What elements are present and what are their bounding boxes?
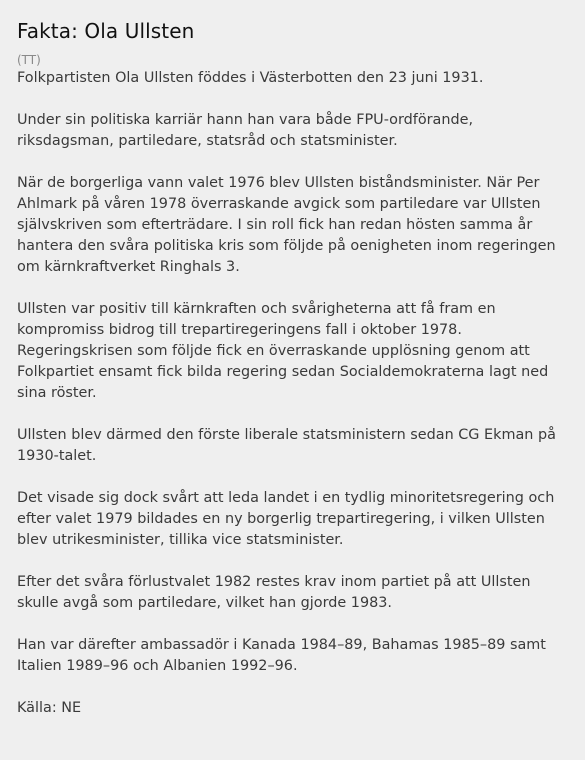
fact-box-body	[17, 68, 568, 719]
paragraph-1979: Det visade sig dock svårt att leda landet i en tydlig minoritetsregering och efter valet 1979 bildades en ny borgerlig trepartiregering, i vilken Ullsten blev utrikesminister, tillika vice statsminister.	[17, 490, 555, 548]
source-tag: (TT)	[17, 53, 41, 67]
paragraph-birth: Folkpartisten Ola Ullsten föddes i Västerbotten den 23 juni 1931.	[17, 70, 484, 86]
paragraph-1982: Efter det svåra förlustvalet 1982 restes krav inom partiet på att Ullsten skulle avgå som partiledare, vilket han gjorde 1983.	[17, 574, 531, 611]
paragraph-1976: När de borgerliga vann valet 1976 blev Ullsten biståndsminister. När Per Ahlmark på våren 1978 överraskande avgick som partiledare var Ullsten självskriven som efterträdare. I sin roll fick han redan hösten samma år hantera den svåra politiska kris som följde på oenigheten inom regeringen om kärnkraftverket Ringhals 3.	[17, 175, 556, 275]
fact-box-title: Fakta: Ola Ullsten	[17, 19, 195, 43]
paragraph-career: Under sin politiska karriär hann han vara både FPU-ordförande, riksdagsman, partiledare, statsråd och statsminister.	[17, 112, 474, 149]
paragraph-source: Källa: NE	[17, 700, 82, 716]
paragraph-1978: Ullsten var positiv till kärnkraften och svårigheterna att få fram en kompromiss bidrog till trepartiregeringens fall i oktober 1978. Regeringskrisen som följde fick en överraskande upplösning genom att Folkpartiet ensamt fick bilda regering sedan Socialdemokraterna lagt ned sina röster.	[17, 301, 549, 401]
paragraph-ambassador: Han var därefter ambassadör i Kanada 1984–89, Bahamas 1985–89 samt Italien 1989–96 och Albanien 1992–96.	[17, 637, 546, 674]
paragraph-prime-minister: Ullsten blev därmed den förste liberale statsministern sedan CG Ekman på 1930-talet.	[17, 427, 556, 464]
